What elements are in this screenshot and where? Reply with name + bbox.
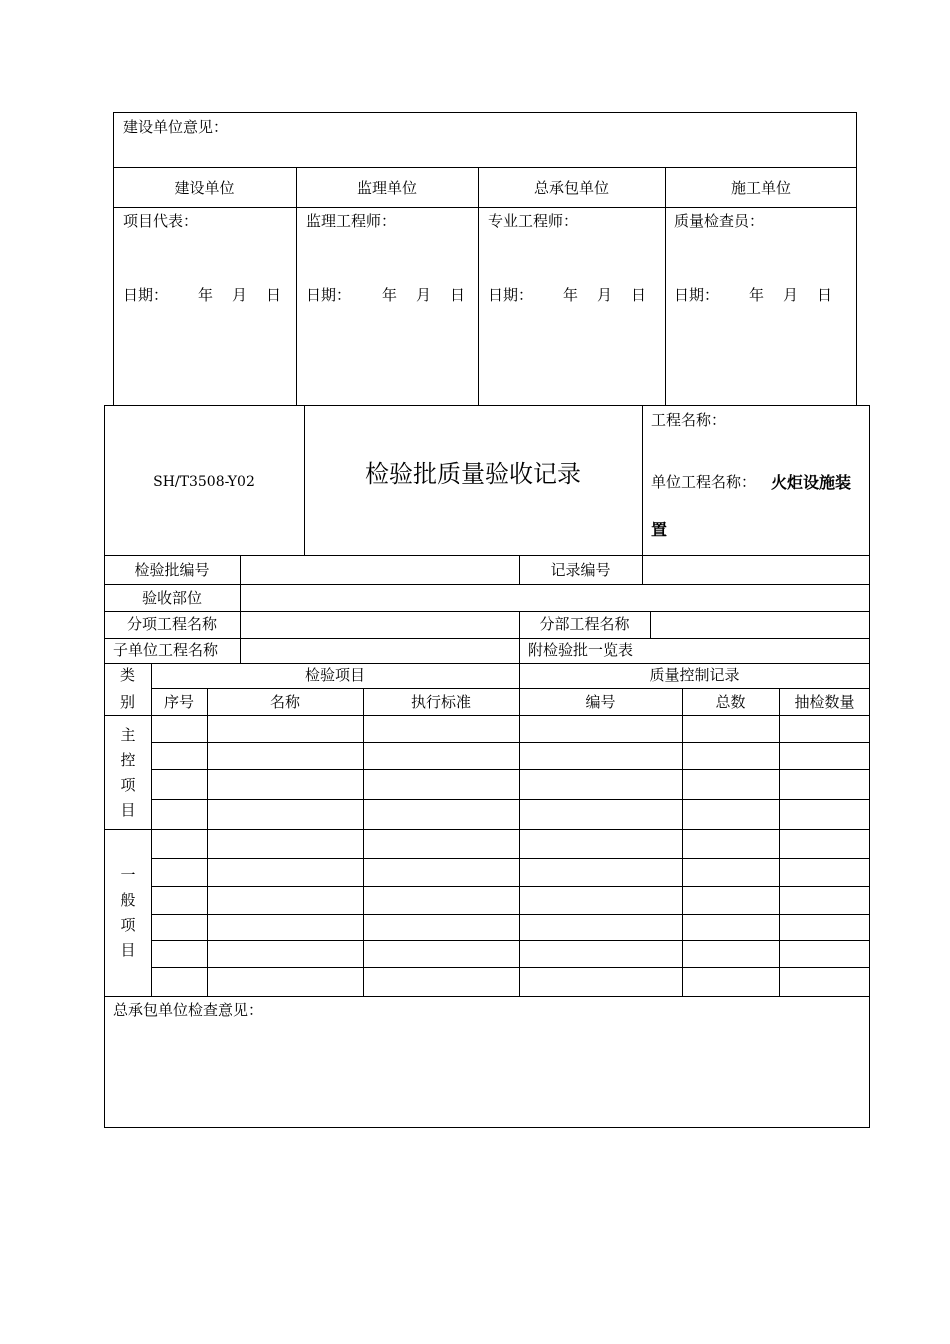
date-year: 年	[563, 286, 579, 304]
column-name: 名称	[269, 693, 300, 711]
table-row	[151, 967, 870, 968]
attached-batch-list-label: 附检验批一览表	[528, 641, 634, 659]
inspection-form	[104, 405, 870, 1128]
general-items-label: 一 般 项 目	[120, 866, 136, 959]
form-title: 检验批质量验收记录	[365, 460, 581, 488]
table-row	[151, 769, 870, 770]
date-day: 日	[266, 286, 282, 304]
date-label: 日期：	[306, 286, 352, 304]
sub-item-name-label: 分项工程名称	[126, 615, 217, 633]
quality-inspector-label: 质量检查员：	[674, 212, 765, 230]
column-standard: 执行标准	[410, 693, 471, 711]
divider	[642, 555, 643, 584]
general-contractor-opinion-label: 总承包单位检查意见：	[113, 1001, 264, 1019]
record-number-label: 记录编号	[550, 561, 611, 579]
column-header-construction: 建设单位	[174, 179, 235, 197]
divider	[642, 405, 643, 556]
inspection-items-label: 检验项目	[304, 666, 365, 684]
category-label-cont: 别	[119, 693, 135, 711]
form-code: SH/T3508-Y02	[153, 474, 255, 490]
column-sample-qty: 抽检数量	[794, 693, 855, 711]
table-row	[151, 799, 870, 800]
divider	[779, 688, 780, 996]
divider	[104, 611, 870, 612]
divider	[104, 829, 870, 830]
batch-number-label: 检验批编号	[134, 561, 210, 579]
column-header-general-contractor: 总承包单位	[533, 179, 609, 197]
unit-project-name-value-cont: 置	[651, 520, 668, 539]
date-label: 日期：	[488, 286, 534, 304]
date-label: 日期：	[674, 286, 720, 304]
date-year: 年	[198, 286, 214, 304]
divider	[363, 688, 364, 996]
date-label: 日期：	[123, 286, 169, 304]
divider	[104, 663, 870, 664]
divider	[151, 688, 870, 689]
divider	[104, 715, 870, 716]
divider	[650, 611, 651, 638]
table-row	[151, 858, 870, 859]
date-year: 年	[382, 286, 398, 304]
table-row	[151, 742, 870, 743]
column-number: 编号	[585, 693, 616, 711]
category-label: 类	[119, 666, 135, 684]
sub-unit-name-label: 子单位工程名称	[113, 641, 219, 659]
divider	[665, 167, 666, 406]
divider	[113, 167, 857, 168]
unit-project-name-label: 单位工程名称：	[651, 473, 757, 491]
sub-division-name-label: 分部工程名称	[539, 615, 630, 633]
table-row	[151, 886, 870, 887]
divider	[104, 555, 870, 556]
date-year: 年	[749, 286, 765, 304]
acceptance-part-label: 验收部位	[141, 589, 202, 607]
date-month: 月	[416, 286, 432, 304]
date-month: 月	[597, 286, 613, 304]
table-row	[151, 940, 870, 941]
professional-engineer-label: 专业工程师：	[488, 212, 579, 230]
column-seq: 序号	[163, 693, 194, 711]
divider	[240, 555, 241, 663]
quality-control-record-label: 质量控制记录	[649, 666, 740, 684]
table-row	[151, 914, 870, 915]
column-header-construction-team: 施工单位	[730, 179, 791, 197]
date-month: 月	[232, 286, 248, 304]
project-representative-label: 项目代表：	[123, 212, 199, 230]
approval-table	[113, 112, 857, 406]
construction-unit-opinion-label: 建设单位意见：	[123, 118, 229, 136]
divider	[478, 167, 479, 406]
date-day: 日	[817, 286, 833, 304]
unit-project-name-value: 火炬设施装	[771, 473, 852, 492]
divider	[104, 584, 870, 585]
date-day: 日	[631, 286, 647, 304]
divider	[104, 638, 870, 639]
supervising-engineer-label: 监理工程师：	[306, 212, 397, 230]
date-day: 日	[450, 286, 466, 304]
divider	[113, 207, 857, 208]
project-name-label: 工程名称：	[651, 411, 727, 429]
main-control-items-label: 主 控 项 目	[120, 726, 136, 819]
divider	[296, 167, 297, 406]
column-header-supervision: 监理单位	[356, 179, 417, 197]
divider	[104, 996, 870, 997]
divider	[207, 688, 208, 996]
date-month: 月	[783, 286, 799, 304]
column-total: 总数	[715, 693, 746, 711]
divider	[682, 688, 683, 996]
